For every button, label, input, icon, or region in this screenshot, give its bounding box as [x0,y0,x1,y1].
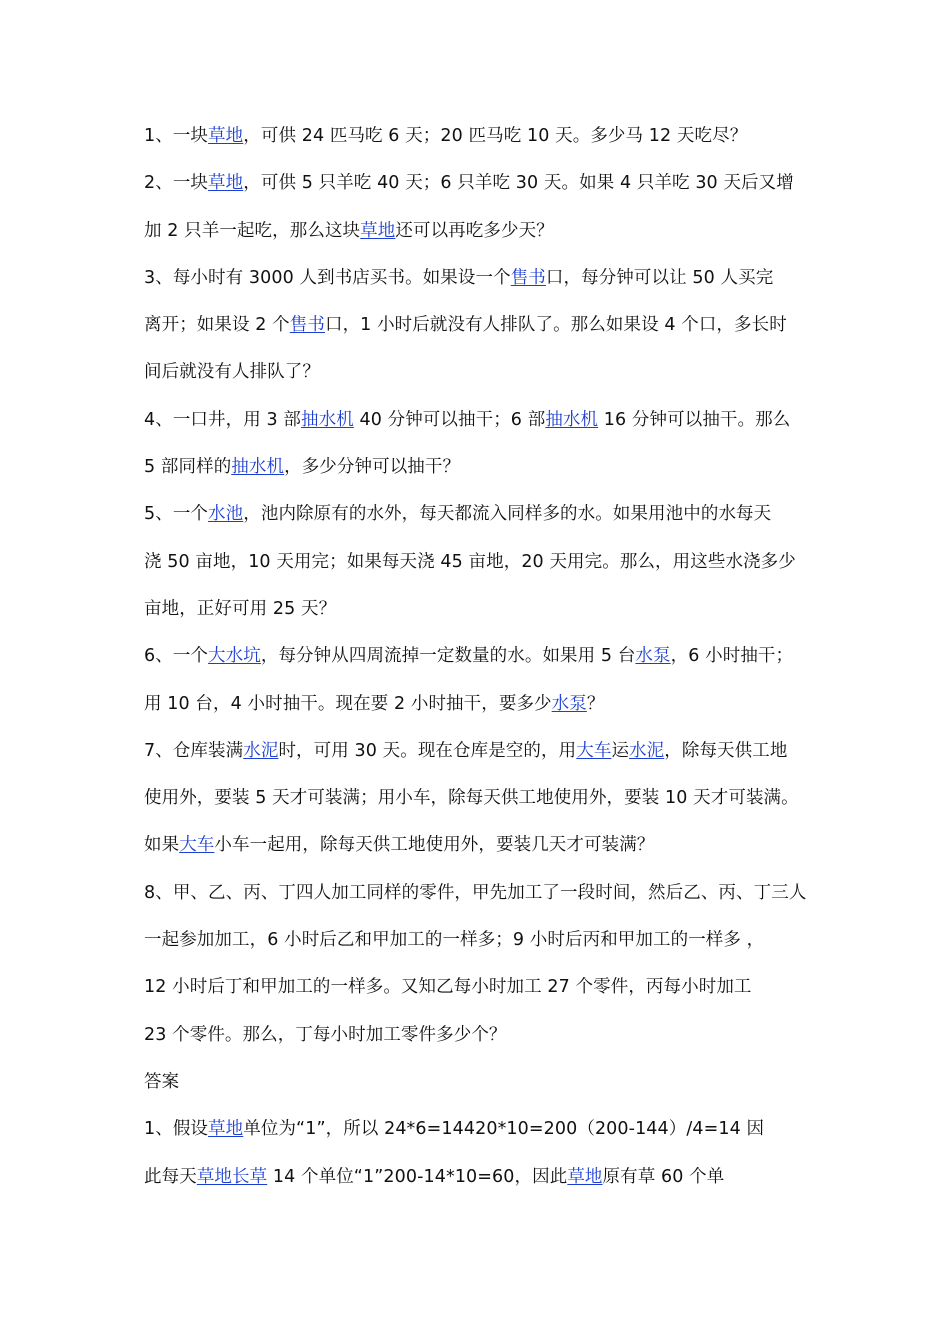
text-run: 原有草 60 个单 [602,1166,725,1187]
text-line [144,495,814,542]
text-run: 口，1 小时后就没有人排队了。那么如果设 4 个口，多长时 [324,315,787,336]
text-run: ，除每天供工地 [664,740,788,761]
text-run: 浇 50 亩地，10 天用完；如果每天浇 45 亩地，20 天用完。那么，用这些水浇多少 [144,551,796,572]
text-run: 单位为“1”，所以 24*6=14420*10=200（200-144）/4=14 因 [243,1119,765,1140]
text-run: 23 个零件。那么，丁每小时加工零件多少个？ [144,1024,507,1045]
text-line [144,968,814,1015]
text-run: 此每天 [144,1166,197,1187]
hyperlink[interactable]: 售书 [510,267,546,288]
hyperlink[interactable]: 售书 [289,315,325,336]
hyperlink[interactable]: 水泵 [635,646,671,667]
text-line [144,1063,814,1110]
text-run: ，多少分钟可以抽干？ [284,457,461,478]
text-line [144,1158,814,1205]
text-line [144,353,814,400]
text-run: 间后就没有人排队了？ [144,362,320,383]
text-line [144,543,814,590]
text-run: ，可供 5 只羊吃 40 天；6 只羊吃 30 天。如果 4 只羊吃 30 天后又增 [243,173,794,194]
document-body [144,117,814,1205]
text-run: 14 个单位“1”200-14*10=60，因此 [267,1166,568,1187]
text-line [144,732,814,779]
text-run: ，6 小时抽干； [670,646,794,667]
text-line [144,874,814,921]
text-run: 用 10 台，4 小时抽干。现在要 2 小时抽干，要多少 [144,693,552,714]
hyperlink[interactable]: 水泥 [243,740,279,761]
text-run: ，每分钟从四周流掉一定数量的水。如果用 5 台 [260,646,636,667]
text-run: 加 2 只羊一起吃，那么这块 [144,220,361,241]
text-run: 1、假设 [144,1119,209,1140]
text-run: 运 [611,740,630,761]
hyperlink[interactable]: 抽水机 [301,409,354,430]
text-line [144,637,814,684]
text-run: 口，每分钟可以让 50 人买完 [545,267,774,288]
text-run: ，可供 24 匹马吃 6 天；20 匹马吃 10 天。多少马 12 天吃尽？ [243,126,748,146]
text-run: 离开；如果设 2 个 [144,315,290,336]
text-run: 还可以再吃多少天？ [395,220,554,241]
text-run: 7、仓库装满 [144,740,244,761]
hyperlink[interactable]: 抽水机 [545,409,599,430]
text-line [144,306,814,353]
hyperlink[interactable]: 草地 [208,1119,244,1140]
hyperlink[interactable]: 水泥 [629,740,665,761]
text-line [144,164,814,211]
text-run: 2、一块 [144,173,209,194]
text-line [144,117,814,164]
text-run: 亩地，正好可用 25 天？ [144,598,337,619]
text-line [144,1110,814,1157]
text-line [144,779,814,826]
text-run: 40 分钟可以抽干；6 部 [353,409,546,430]
text-run: 3、每小时有 3000 人到书店买书。如果设一个 [144,267,511,288]
text-run: 答案 [144,1071,180,1092]
hyperlink[interactable]: 草地 [208,126,244,146]
text-run: 1、一块 [144,126,209,146]
text-run: ，池内除原有的水外，每天都流入同样多的水。如果用池中的水每天 [243,504,772,525]
text-run: 时，可用 30 天。现在仓库是空的，用 [278,740,577,761]
text-run: 如果 [144,835,180,856]
text-run: 5 部同样的 [144,457,232,478]
text-run: 小车一起用，除每天供工地使用外，要装几天才可装满？ [214,835,655,856]
text-line [144,826,814,873]
hyperlink[interactable]: 草地 [567,1166,603,1187]
text-run: 12 小时后丁和甲加工的一样多。又知乙每小时加工 27 个零件，丙每小时加工 [144,977,752,998]
hyperlink[interactable]: 抽水机 [231,457,285,478]
text-line [144,1016,814,1063]
text-run: ？ [586,693,605,714]
text-line [144,259,814,306]
text-run: 6、一个 [144,646,209,667]
text-line [144,685,814,732]
text-line [144,590,814,637]
hyperlink[interactable]: 草地长草 [196,1166,268,1187]
hyperlink[interactable]: 大水坑 [208,646,261,667]
hyperlink[interactable]: 大车 [179,835,215,856]
text-run: 一起参加加工，6 小时后乙和甲加工的一样多；9 小时后丙和甲加工的一样多 ， [144,930,765,951]
text-line [144,448,814,495]
text-run: 16 分钟可以抽干。那么 [598,409,791,430]
hyperlink[interactable]: 草地 [360,220,396,241]
text-line [144,401,814,448]
hyperlink[interactable]: 大车 [576,740,612,761]
text-line [144,212,814,259]
text-run: 5、一个 [144,504,209,525]
text-run: 8、甲、乙、丙、丁四人加工同样的零件，甲先加工了一段时间，然后乙、丙、丁三人 [144,882,807,903]
text-line [144,921,814,968]
hyperlink[interactable]: 水池 [208,504,244,525]
hyperlink[interactable]: 草地 [208,173,244,194]
text-run: 使用外，要装 5 天才可装满；用小车，除每天供工地使用外，要装 10 天才可装满。 [144,788,799,809]
text-run: 4、一口井，用 3 部 [144,409,301,430]
hyperlink[interactable]: 水泵 [551,693,587,714]
